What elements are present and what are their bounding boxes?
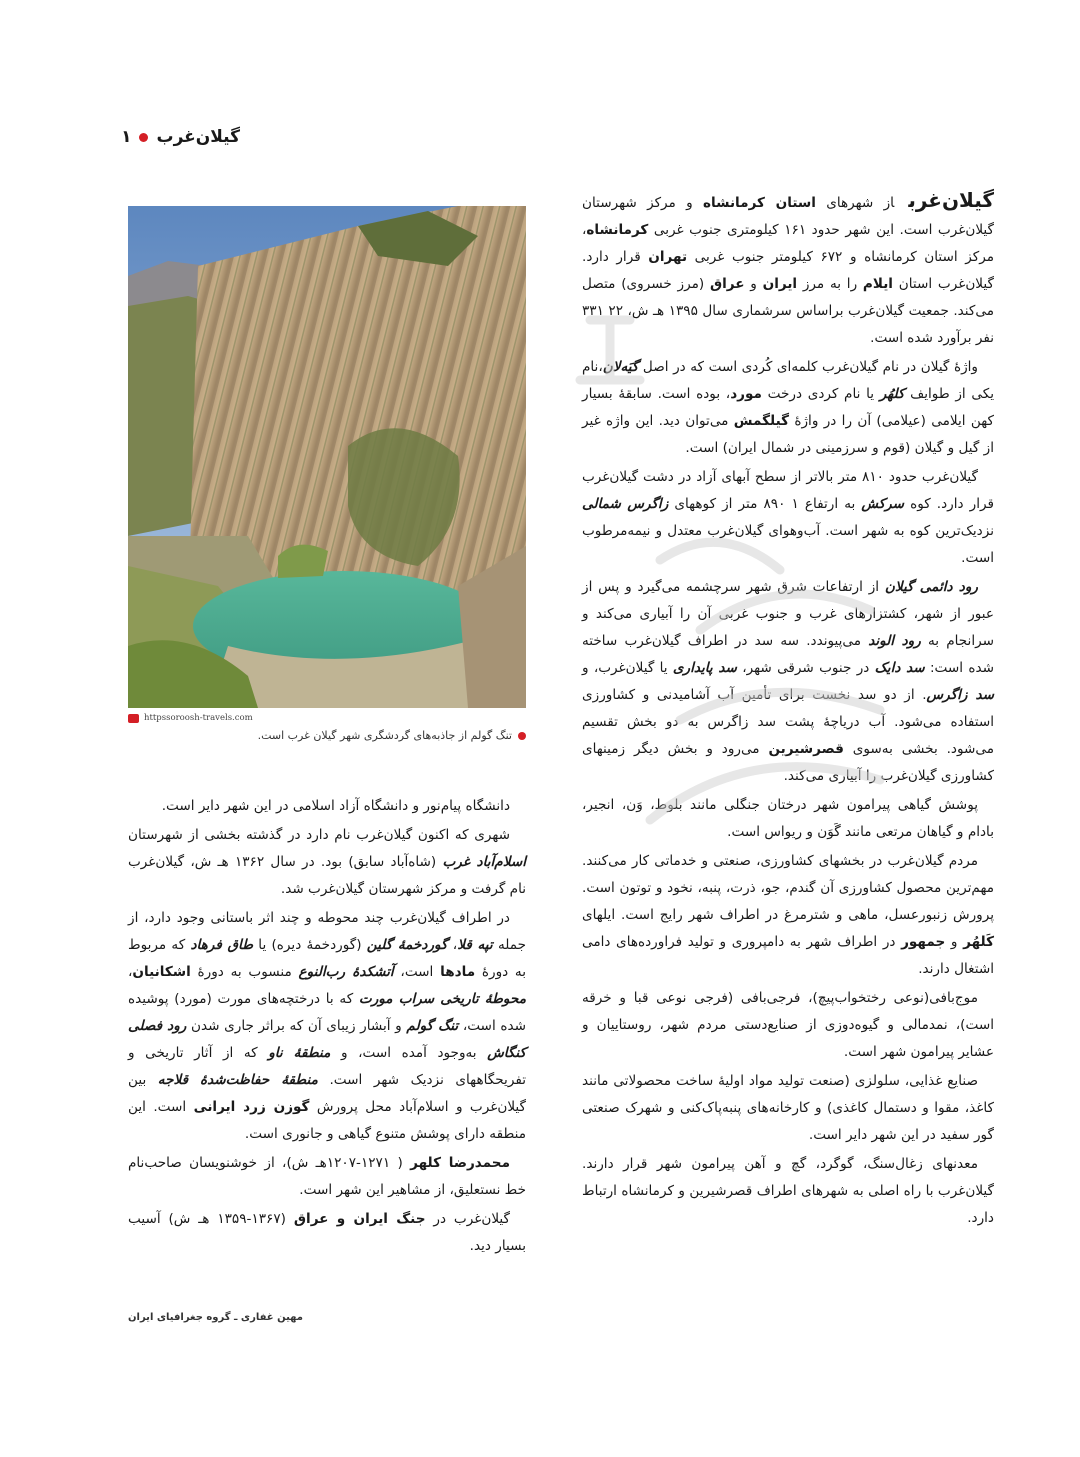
text: (شاه‌آباد سابق) بود. در سال ۱۳۶۲ هـ ش، گیلان‌غرب نام گرفت و مرکز شهرستان گیلان‌غرب شد. bbox=[128, 854, 526, 897]
italic-term: کلهُر bbox=[879, 386, 905, 402]
italic-term: زاگرس شمالی bbox=[582, 496, 669, 512]
bold-term: استان کرمانشاه bbox=[702, 195, 816, 211]
text: . از دو سد نخست برای تأمین آب آشامیدنی و کشاورزی استفاده می‌شود. آب دریاچهٔ پشت سد زاگرس به دو بخش تقسیم می‌شود. بخشی به‌سوی bbox=[582, 687, 994, 757]
credit-text: httpssoroosh-travels.com bbox=[144, 713, 253, 723]
text: و bbox=[744, 276, 763, 292]
italic-term: رود الوند bbox=[868, 633, 921, 649]
italic-term: رود دائمی گیلان bbox=[884, 579, 978, 595]
camera-logo-icon bbox=[128, 714, 139, 723]
text: نزدیک‌ترین کوه به شهر است. آب‌وهوای گیلان‌غرب معتدل و نیمه‌مرطوب است. bbox=[582, 523, 994, 566]
text: می‌پیوندد. سه سد در اطراف گیلان‌غرب ساخته شده است: bbox=[582, 633, 994, 676]
paragraph-war bbox=[128, 1206, 526, 1260]
italic-term: گیَه‌لان bbox=[602, 359, 639, 375]
text: و bbox=[945, 934, 964, 950]
italic-term: اسلام‌آباد غرب bbox=[442, 854, 526, 870]
paragraph-universities: دانشگاه پیام‌نور و دانشگاه آزاد اسلامی در این شهر دایر است. bbox=[161, 798, 510, 814]
right-column bbox=[582, 187, 994, 1234]
text: به ارتفاع ۱ ۸۹۰ متر از کوههای bbox=[668, 496, 862, 512]
text: و آبشار زیبای آن که براثر جاری شدن bbox=[186, 1018, 407, 1034]
italic-term: محوطهٔ تاریخی سراب مورت bbox=[358, 991, 526, 1007]
text: را به مرز bbox=[797, 276, 863, 292]
text: در اطراف گیلان‌غرب چند محوطه و چند اثر باستانی وجود دارد، از جمله bbox=[128, 910, 526, 953]
photo-caption bbox=[200, 729, 526, 742]
bold-term: اشکانیان bbox=[132, 964, 191, 980]
bold-term: کَلهُر bbox=[963, 934, 995, 950]
italic-term: آتشکدهٔ رب‌النوع bbox=[298, 964, 394, 980]
italic-term: تنگ گولم bbox=[406, 1018, 459, 1034]
canyon-illustration bbox=[128, 206, 526, 708]
bold-term: محمدرضا کلهر bbox=[410, 1155, 510, 1171]
text: است، bbox=[393, 964, 441, 980]
text: ، بوده است. سابقهٔ بسیار کهن ایلامی (عیلامی) آن را در واژهٔ bbox=[582, 386, 995, 429]
paragraph-vegetation: پوشش گیاهی پیرامون شهر درختان جنگلی مانند بلوط، وَن، انجیر، بادام و گیاهان مرتعی مانند گَوَن و ریواس است. bbox=[582, 797, 994, 840]
photo-credit bbox=[128, 711, 328, 725]
page-number: ۱ bbox=[121, 127, 132, 147]
paragraph-mines: معدنهای زغال‌سنگ، گوگرد، گچ و آهن پیرامون شهر قرار دارند. گیلان‌غرب با راه اصلی به شهرهای اطراف قصرشیرین و کرمانشاه ارتباط دارد. bbox=[582, 1156, 994, 1226]
italic-term: رود فصلی کنگاش bbox=[128, 1018, 527, 1061]
bold-term: تهران bbox=[648, 249, 688, 265]
bold-term: مادها bbox=[440, 964, 476, 980]
text: از شهرهای bbox=[815, 195, 895, 211]
bold-term: جمهور bbox=[901, 934, 946, 950]
text: گیلان‌غرب حدود ۸۱۰ متر بالاتر از سطح آبهای آزاد در دشت گیلان‌غرب قرار دارد. کوه bbox=[582, 469, 994, 512]
text: شهری که اکنون گیلان‌غرب نام دارد در گذشته بخشی از شهرستان bbox=[128, 827, 510, 843]
italic-term: سد زاگرس bbox=[926, 687, 994, 703]
text: که مربوط به دورهٔ bbox=[128, 937, 527, 980]
entry-title: گیلان‌غرب bbox=[908, 188, 994, 212]
text: می‌رود و بخش دیگر زمینهای کشاورزی گیلان‌غرب را آبیاری می‌کند. bbox=[582, 741, 994, 784]
text: (۱۳۶۷-۱۳۵۹ هـ ش) آسیب بسیار دید. bbox=[128, 1211, 526, 1254]
author-credit: مهین غفاری ـ گروه جغرافیای ایران bbox=[128, 1312, 303, 1323]
bold-term: ایلام bbox=[862, 276, 893, 292]
text: ، مرکز استان کرمانشاه و ۶۷۲ کیلومتر جنوب غربی bbox=[582, 222, 994, 265]
paragraph-handicrafts: موج‌بافی(نوعی رختخواب‌پیچ)، فرجی‌بافی (فرجی نوعی قبا و خرقه است)، نمدمالی و گیوه‌دوزی از صنایع‌دستی مردم شهر، روستاییان و عشایر پیرامون شهر است. bbox=[582, 990, 994, 1060]
text: یا گیلان‌غرب، و bbox=[582, 660, 673, 676]
bold-term: کرمانشاه bbox=[586, 222, 649, 238]
text: واژهٔ گیلان در نام گیلان‌غرب کلمه‌ای کُردی است که در اصل bbox=[638, 359, 978, 375]
paragraph-intro bbox=[582, 187, 994, 352]
bold-term: جنگ ایران و عراق bbox=[293, 1211, 426, 1227]
red-dot-icon bbox=[518, 732, 526, 740]
paragraph-history bbox=[128, 822, 526, 903]
paragraph-geography bbox=[582, 464, 994, 572]
text: ، bbox=[128, 964, 133, 980]
bold-term: گوزن زرد ایرانی bbox=[193, 1099, 310, 1115]
text: منسوب به دورهٔ bbox=[190, 964, 299, 980]
text: می‌توان دید. این واژه غیر از گیل و گیلان (قوم و سرزمینی در شمال ایران) است. bbox=[582, 413, 994, 456]
paragraph-notable-people bbox=[128, 1150, 526, 1204]
text: است. این منطقه دارای پوشش متنوع گیاهی و جانوری است. bbox=[128, 1099, 526, 1142]
caption-text: تنگ گولم از جاذبه‌های گردشگری شهر گیلان غرب است. bbox=[257, 729, 512, 742]
text: گیلان‌غرب در bbox=[425, 1211, 510, 1227]
italic-term: منطقهٔ ناو bbox=[268, 1045, 331, 1061]
italic-term: سد دایک bbox=[874, 660, 925, 676]
italic-term: گوردخمهٔ گلین bbox=[366, 937, 448, 953]
text: از ارتفاعات شرق شهر سرچشمه می‌گیرد و پس از عبور از شهر، کشتزارهای غرب و جنوب غربی آن را آبیاری می‌کند و سرانجام به bbox=[582, 579, 995, 649]
bold-term: مورد bbox=[730, 386, 762, 402]
italic-term: تپه قلا bbox=[457, 937, 493, 953]
italic-term: سد پایداری bbox=[672, 660, 737, 676]
bold-term: قصرشیرین bbox=[768, 741, 844, 757]
paragraph-monuments bbox=[128, 905, 526, 1148]
paragraph-industry: صنایع غذایی، سلولزی (صنعت تولید مواد اولیهٔ ساخت محصولاتی مانند کاغذ، مقوا و دستمال کاغذی) و کارخانه‌های پنبه‌پاک‌کنی و شهرک صنعتی گور سفید در این شهر دایر است. bbox=[582, 1073, 994, 1143]
text: بین گیلان‌غرب و اسلام‌آباد محل پرورش bbox=[128, 1072, 526, 1115]
photo-tang-golam bbox=[128, 206, 526, 708]
italic-term: طاق فرهاد bbox=[190, 937, 254, 953]
bold-term: ایران bbox=[762, 276, 798, 292]
text: که با درختچه‌های مورت (مورد) پوشیده شده است، bbox=[128, 991, 527, 1034]
italic-term: سرکش bbox=[861, 496, 905, 512]
text: ، bbox=[447, 937, 458, 953]
paragraph-rivers bbox=[582, 574, 994, 790]
text: که از آثار تاریخی و تفریحگاههای نزدیک شهر است. bbox=[128, 1045, 526, 1088]
running-header bbox=[60, 124, 240, 150]
text: (مرز خسروی) متصل می‌کند. جمعیت گیلان‌غرب براساس سرشماری سال ۱۳۹۵ هـ ش، ۲۲ ۳۳۱ نفر برآورد شده است. bbox=[582, 276, 994, 346]
running-title: گیلان‌غرب bbox=[156, 127, 240, 147]
bold-term: گیلگمش bbox=[733, 413, 790, 429]
red-dot-icon bbox=[139, 133, 148, 142]
bold-term: عراق bbox=[709, 276, 745, 292]
paragraph-etymology bbox=[582, 354, 994, 462]
italic-term: منطقهٔ حفاظت‌شدهٔ قلاجه bbox=[157, 1072, 318, 1088]
text: مردم گیلان‌غرب در بخشهای کشاورزی، صنعتی و خدماتی کار می‌کنند. مهم‌ترین محصول کشاورزی آن گندم، جو، ذرت، پنبه، نخود و توتون است. پرورش زنبورعسل، ماهی و شترمرغ در اطراف شهر رایج است. ایلهای bbox=[582, 853, 994, 923]
text: و مرکز شهرستان گیلان‌غرب است. این شهر حدود ۱۶۱ کیلومتری جنوب غربی bbox=[582, 195, 994, 238]
paragraph-economy bbox=[582, 848, 994, 983]
text: در جنوب شرقی شهر، bbox=[736, 660, 875, 676]
text: ،نام یکی از طوایف bbox=[582, 359, 994, 402]
text: ( ۱۲۷۱-۱۲۰۷هـ ش)، از خوشنویسان صاحب‌نام خط نستعلیق، از مشاهیر این شهر است. bbox=[128, 1155, 526, 1198]
text: قرار دارد. گیلان‌غرب استان bbox=[582, 249, 994, 292]
text: (گوردخمهٔ دیره) یا bbox=[253, 937, 367, 953]
left-column bbox=[128, 793, 526, 1262]
text: یا نام کردی درخت bbox=[761, 386, 880, 402]
text: به‌وجود آمده است، و bbox=[330, 1045, 488, 1061]
text: در اطراف شهر به دامپروری و تولید فراورده‌های دامی اشتغال دارند. bbox=[582, 934, 994, 977]
